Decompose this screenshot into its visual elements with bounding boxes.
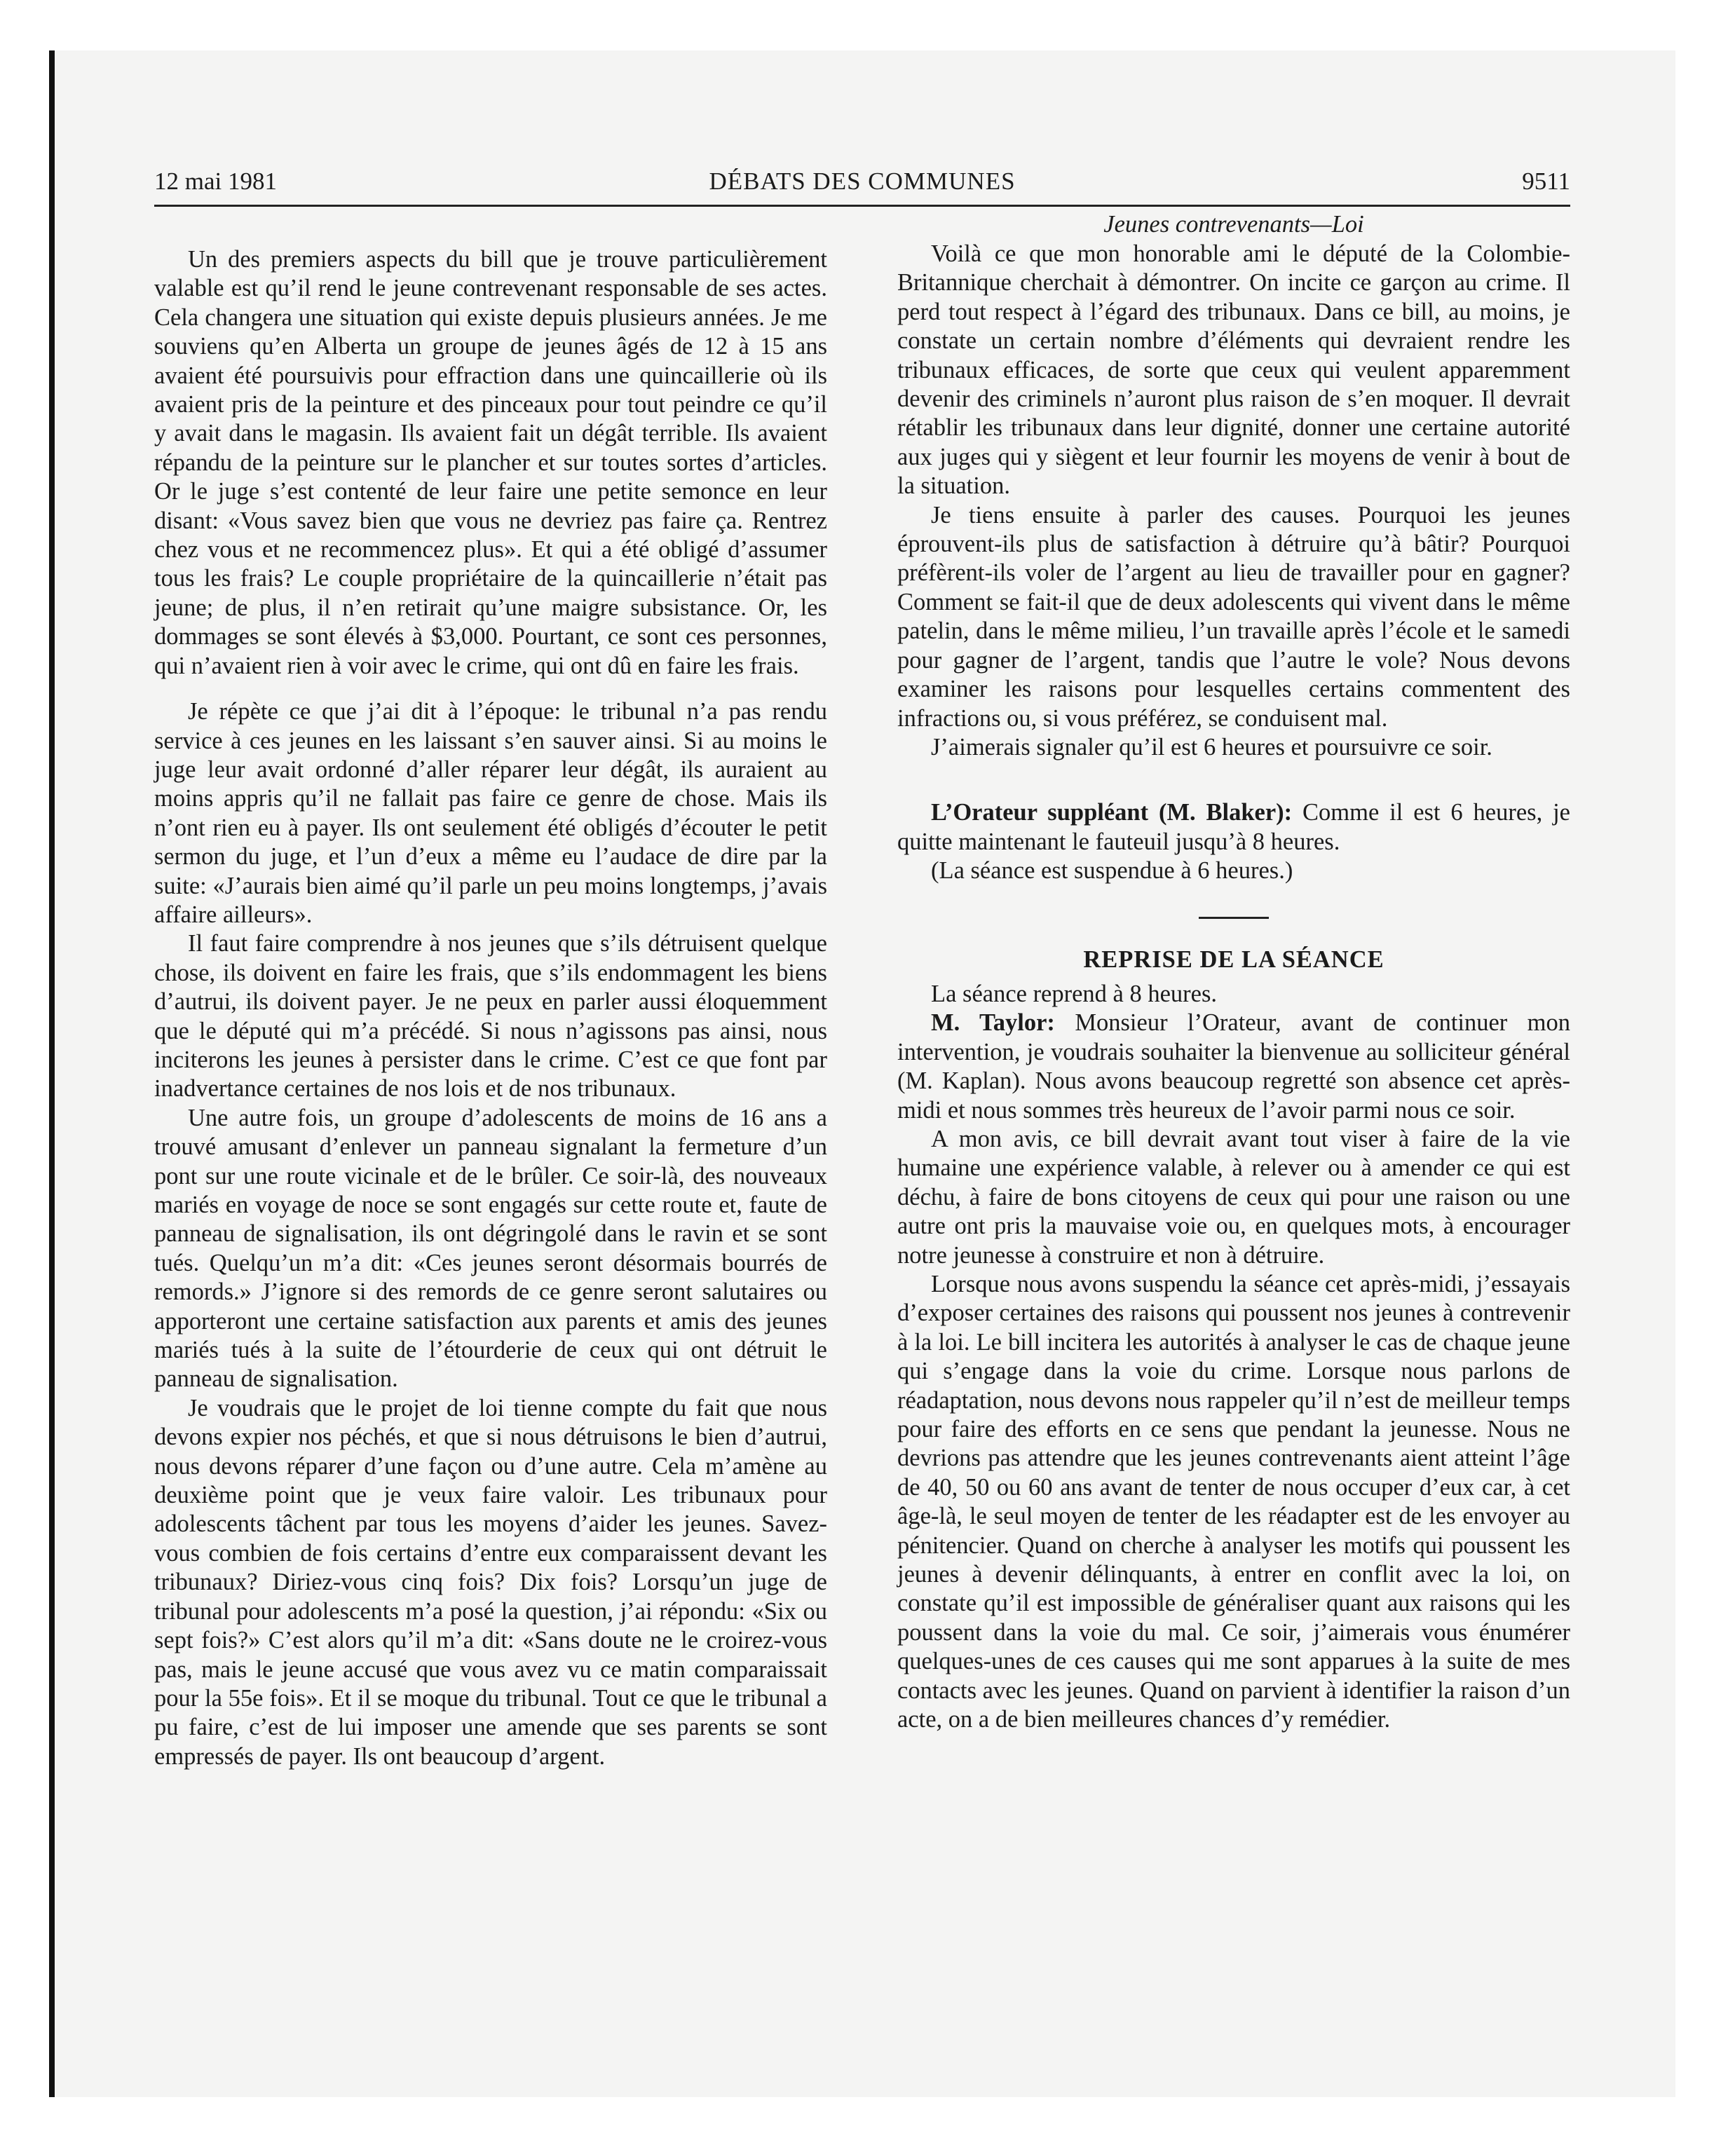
paragraph: Il faut faire comprendre à nos jeunes que s’ils détruisent quelque chose, ils doivent en faire les frais, que s’ils endommagent les biens d’autrui, ils doivent payer. Je ne peux en parler aussi éloquemment que le député qui m’a précédé. Si nous n’agissons pas ainsi, nous inciterons les jeunes à persister dans le crime. C’est ce que font par inadvertance certaines de nos lois et de nos tribunaux. [154, 930, 827, 1103]
binding-edge [49, 50, 55, 2097]
speaker-label: M. Taylor: [931, 1009, 1055, 1037]
paragraph: Une autre fois, un groupe d’adolescents de moins de 16 ans a trouvé amusant d’enlever un panneau signalant la fermeture d’un pont sur une route vicinale et de le brûler. Ce soir-là, des nouveaux mariés en voyage de noce se sont engagés sur cette route et, faute de panneau de signalisation, ils ont dégringolé dans le ravin et se sont tués. Quelqu’un m’a dit: «Ces jeunes seront désormais bourrés de remords.» J’ignore si des remords de ce genre seront salutaires ou apporteront une certaine satisfaction aux parents et amis des jeunes mariés tués à la suite de l’étourderie de ceux qui ont détruit le panneau de signalisation. [154, 1104, 827, 1393]
right-column [897, 209, 1570, 1735]
paragraph: Je voudrais que le projet de loi tienne compte du fait que nous devons expier nos péchés, et que si nous détruisons le bien d’autrui, nous devons réparer d’une façon ou d’une autre. Cela m’amène au deuxième point que je veux faire valoir. Les tribunaux pour adolescents tâchent par tous les moyens d’aider les jeunes. Savez-vous combien de fois certains d’entre eux comparaissent devant les tribunaux? Diriez-vous cinq fois? Dix fois? Lorsqu’un juge de tribunal pour adolescents m’a posé la question, j’ai répondu: «Six ou sept fois?» C’est alors qu’il m’a dit: «Sans doute ne le croirez-vous pas, mais le jeune accusé que vous avez vu ce matin comparaissait pour la 55e fois». Et il se moque du tribunal. Tout ce que le tribunal a pu faire, c’est de lui imposer une amende que ses parents se sont empressés de payer. Ils ont beaucoup d’argent. [154, 1394, 827, 1770]
paragraph: Je répète ce que j’ai dit à l’époque: le tribunal n’a pas rendu service à ces jeunes en les laissant s’en sauver ainsi. Si au moins le juge leur avait ordonné d’aller réparer leur dégât, ils auraient au moins appris qu’il ne fallait pas faire ce genre de chose. Mais ils n’ont rien eu à payer. Ils ont seulement été obligés d’écouter le petit sermon du juge, et l’un d’eux a même eu l’audace de dire par la suite: «J’aurais bien aimé qu’il parle un peu moins longtemps, j’avais affaire ailleurs». [154, 698, 827, 928]
paragraph: Je tiens ensuite à parler des causes. Pourquoi les jeunes éprouvent-ils plus de satisfaction à détruire qu’à bâtir? Pourquoi préfèrent-ils voler de l’argent au lieu de travailler pour en gagner? Comment se fait-il que de deux adolescents qui vivent dans le même patelin, dans le même milieu, l’un travaille après l’école et le samedi pour gagner de l’argent, tandis que l’autre le vole? Nous devons examiner les raisons pour lesquelles certains commentent des infractions ou, si vous préférez, se conduisent mal. [897, 501, 1570, 732]
speaker-text: Monsieur l’Orateur, avant de continuer mon intervention, je voudrais souhaiter la bienvenue au solliciteur général (M. Kaplan). Nous avons beaucoup regretté son absence cet après-midi et nous sommes très heureux de l’avoir parmi nous ce soir. [897, 1009, 1571, 1124]
header-title: DÉBATS DES COMMUNES [709, 168, 1016, 195]
paragraph: Voilà ce que mon honorable ami le député de la Colombie-Britannique cherchait à démontrer. On incite ce garçon au crime. Il perd tout respect à l’égard des tribunaux. Dans ce bill, au moins, je constate un certain nombre d’éléments qui devraient rendre les tribunaux efficaces, de sorte que ceux qui veulent apparemment devenir des criminels n’auront plus raison de s’en moquer. Il devrait rétablir les tribunaux dans leur dignité, donner une certaine autorité aux juges qui y siègent et leur fournir les moyens de venir à bout de la situation. [897, 240, 1570, 500]
topic-subheading: Jeunes contrevenants—Loi [1103, 211, 1364, 238]
speaker-label: L’Orateur suppléant (M. Blaker): [931, 799, 1293, 826]
running-header [154, 164, 1570, 199]
paragraph: A mon avis, ce bill devrait avant tout viser à faire de la vie humaine une expérience valable, à relever ou à amender ce qui est déchu, à faire de bons citoyens de ceux qui pour une raison ou une autre ont pris la mauvaise voie ou, en quelques mots, à encourager notre jeunesse à construire et non à détruire. [897, 1125, 1570, 1269]
left-column [154, 209, 827, 1771]
paragraph: J’aimerais signaler qu’il est 6 heures et poursuivre ce soir. [931, 733, 1492, 760]
section-title: REPRISE DE LA SÉANCE [1083, 946, 1384, 973]
suspension-note: (La séance est suspendue à 6 heures.) [931, 857, 1293, 885]
speaker-paragraph [897, 1009, 1570, 1125]
speaker-paragraph [897, 798, 1570, 857]
section-separator [1199, 917, 1269, 919]
paragraph: Un des premiers aspects du bill que je trouve particulièrement valable est qu’il rend le jeune contrevenant responsable de ses actes. Cela changera une situation qui existe depuis plusieurs années. Je me souviens qu’en Alberta un groupe de jeunes âgés de 12 à 15 ans avaient été poursuivis pour effraction dans une quincaillerie où ils avaient pris de la peinture et des pinceaux pour tout peindre ce qu’il y avait dans le magasin. Ils avaient fait un dégât terrible. Ils avaient répandu de la peinture sur le plancher et sur toutes sortes d’articles. Or le juge s’est contenté de leur faire une petite semonce en leur disant: «Vous savez bien que vous ne devriez pas faire ça. Rentrez chez vous et ne recommencez plus». Et qui a été obligé d’assumer tous les frais? Le couple propriétaire de la quincaillerie n’était pas jeune; de plus, il n’en retirait qu’une maigre subsistance. Or, les dommages se sont élevés à $3,000. Pourtant, ce sont ces personnes, qui n’avaient rien à voir avec le crime, qui ont dû en faire les frais. [154, 246, 827, 679]
header-rule [154, 205, 1570, 207]
resume-note: La séance reprend à 8 heures. [931, 980, 1218, 1007]
header-page-number: 9511 [1522, 168, 1570, 195]
speaker-text: Comme il est 6 heures, je quitte maintenant le fauteuil jusqu’à 8 heures. [897, 799, 1570, 855]
paragraph: Lorsque nous avons suspendu la séance cet après-midi, j’essayais d’exposer certaines des raisons qui poussent nos jeunes à contrevenir à la loi. Le bill incitera les autorités à analyser le cas de chaque jeune qui s’engage dans la voie du crime. Lorsque nous parlons de réadaptation, nous devons nous rappeler qu’il n’est de meilleur temps pour faire des efforts en ce sens que pendant la jeunesse. Nous ne devrions pas attendre que les jeunes contrevenants aient atteint l’âge de 40, 50 ou 60 ans avant de tenter de nous occuper d’eux car, à cet âge-là, le seul moyen de tenter de les réadapter est de les envoyer au pénitencier. Quand on cherche à analyser les motifs qui poussent les jeunes à devenir délinquants, à entrer en conflit avec la loi, on constate qu’il est impossible de généraliser quant aux raisons qui les poussent dans la voie du mal. Ce soir, j’aimerais vous énumérer quelques-unes de ces causes qui me sont apparues à la suite de mes contacts avec les jeunes. Quand on parvient à identifier la raison d’un acte, on a de bien meilleures chances d’y remédier. [897, 1271, 1570, 1733]
hansard-page [154, 164, 1570, 2056]
header-date: 12 mai 1981 [154, 168, 277, 195]
spacer [897, 762, 1570, 798]
